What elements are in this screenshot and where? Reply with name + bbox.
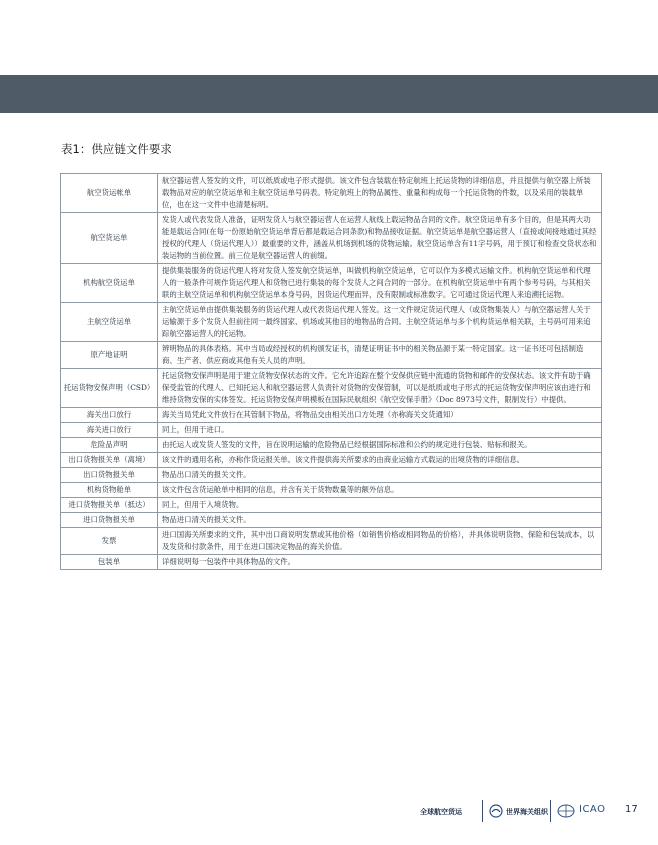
document-description-cell: 发货人或代表发货人准备，证明发货人与航空器运营人在运营人航线上载运物品合同的文件。航空货运单有多个目的，但是其两大功能是载运合同(在每一份原始航空货运单背后都是载运合同条款)和物品接收证据。航空货运单是航空器运营人（直接或间接地通过其经授权的代理人（货运代理人））最重要的文件，涵盖从机场到机场的货物运输。航空货运单含有11字号码，用于预订和检查交货状态和装运物的当前位置。前三位是航空器运营人的前缀。 [158, 213, 602, 264]
footer-divider [550, 800, 551, 822]
footer [420, 800, 640, 822]
table-row [61, 369, 602, 408]
document-name-cell: 机构航空货运单 [61, 264, 158, 303]
document-name-cell: 航空货运帐单 [61, 174, 158, 213]
table-row [61, 528, 602, 555]
document-description-cell: 物品进口清关的报关文件。 [158, 513, 602, 528]
document-name-cell: 危险品声明 [61, 438, 158, 453]
table-row [61, 342, 602, 369]
document-description-cell: 该文件的通用名称，亦称作货运报关单。该文件提供海关所要求的由商业运输方式载运的出境货物的详细信息。 [158, 453, 602, 468]
document-description-cell: 同上，但用于进口。 [158, 423, 602, 438]
table-row [61, 453, 602, 468]
document-description-cell: 同上，但用于入境货物。 [158, 498, 602, 513]
document-name-cell: 主航空货运单 [61, 303, 158, 342]
wco-logo-icon [489, 804, 503, 818]
table-row [61, 174, 602, 213]
document-name-cell: 出口货物报关单 [61, 468, 158, 483]
table-row [61, 423, 602, 438]
icao-logo-icon [556, 803, 576, 819]
document-name-cell: 包装单 [61, 555, 158, 570]
document-description-cell: 海关当局凭此文件放行在其管制下物品，将物品交由相关出口方处理（亦称海关交货通知） [158, 408, 602, 423]
document-name-cell: 进口货物报关单 [61, 513, 158, 528]
document-name-cell: 出口货物报关单（离境） [61, 453, 158, 468]
document-description-cell: 提供集装服务的货运代理人将对发货人签发航空货运单，叫做机构航空货运单，它可以作为多模式运输文件。机构航空货运单和代理人的一般条件可规作货运代理人和货物已进行集装的每个发货人之间合同的一部分。在机构航空货运单中有两个参考号码，与其相关联的主航空货运单和机构航空货运单本身号码，因货运代理而异，没有限制或标准数字。它可通过货运代理人来追溯托运物。 [158, 264, 602, 303]
document-name-cell: 发票 [61, 528, 158, 555]
table-row [61, 213, 602, 264]
document-description-cell: 由托运人或发货人签发的文件，旨在说明运输的危险物品已经根据国际标准和公约的规定进行包装、贴标和报关。 [158, 438, 602, 453]
table-row [61, 438, 602, 453]
footer-wco-org: 世界海关组织 [506, 808, 548, 816]
document-description-cell: 主航空货运单由提供集装服务的货运代理人或代表货运代理人签发。这一文件规定货运代理人（或货物集装人）与航空器运营人关于运输源于多个发货人但前往同一最终国家、机场或其他目的地物品的合同。主航空货运单与多个机构货运单相关联，主号码可用来追踪航空器运营人的托运物。 [158, 303, 602, 342]
document-name-cell: 海关出口放行 [61, 408, 158, 423]
document-description-cell: 辨明物品的具体表格。其中当局或经授权的机构颁发证书，清楚证明证书中的相关物品源于某一特定国家。这一证书还可包括制造商、生产者、供应商或其他有关人员的声明。 [158, 342, 602, 369]
document-name-cell: 进口货物报关单（抵达） [61, 498, 158, 513]
table-row [61, 468, 602, 483]
header-band [0, 75, 658, 113]
document-description-cell: 进口国海关所要求的文件，其中出口商说明发票或其他价格（如销售价格或相同物品的价格），并具体说明货物、保险和包装成本，以及发货和付款条件，用于在进口国决定物品的海关价值。 [158, 528, 602, 555]
page-number: 17 [625, 804, 638, 815]
supply-chain-documents-table [60, 173, 602, 570]
document-description-cell: 详细说明每一包装件中具体物品的文件。 [158, 555, 602, 570]
table-row [61, 513, 602, 528]
footer-divider [482, 800, 483, 822]
table-row [61, 408, 602, 423]
document-description-cell: 该文件包含货运舱单中相同的信息，并含有关于货物数量等的额外信息。 [158, 483, 602, 498]
document-description-cell: 物品出口清关的报关文件。 [158, 468, 602, 483]
table-row [61, 483, 602, 498]
document-name-cell: 原产地证明 [61, 342, 158, 369]
table-title: 表1：供应链文件要求 [61, 142, 172, 156]
document-name-cell: 机构货物舱单 [61, 483, 158, 498]
footer-icao-text: ICAO [579, 804, 606, 815]
document-name-cell: 托运货物安保声明（CSD） [61, 369, 158, 408]
table-row [61, 555, 602, 570]
table-row [61, 498, 602, 513]
table-row [61, 264, 602, 303]
footer-icao-org: 全球航空货运 [420, 808, 462, 816]
document-name-cell: 海关进口放行 [61, 423, 158, 438]
document-name-cell: 航空货运单 [61, 213, 158, 264]
document-description-cell: 航空器运营人签发的文件，可以纸质或电子形式提供。该文件包含装载在特定航班上托运货物的详细信息，并且提供与航空器上所装载物品对应的航空货运单和主航空货运单号码表。特定航班上的物品属性、重量和构成每一个托运货物的件数，以及采用的装载单位，也在这一文件中也清楚标明。 [158, 174, 602, 213]
document-description-cell: 托运货物安保声明是用于建立货物安保状态的文件。它允许追踪在整个安保供应链中流通的货物和邮件的安保状态。该文件有助于确保受监管的代理人、已知托运人和航空器运营人负责针对货物的安保管制，可以是纸质或电子形式的托运货物安保声明应该由进行和维持货物安保的实体签发。托运货物安保声明模板在国际民航组织《航空安保手册》（Doc 8973号文件，限制发行）中提供。 [158, 369, 602, 408]
table-row [61, 303, 602, 342]
